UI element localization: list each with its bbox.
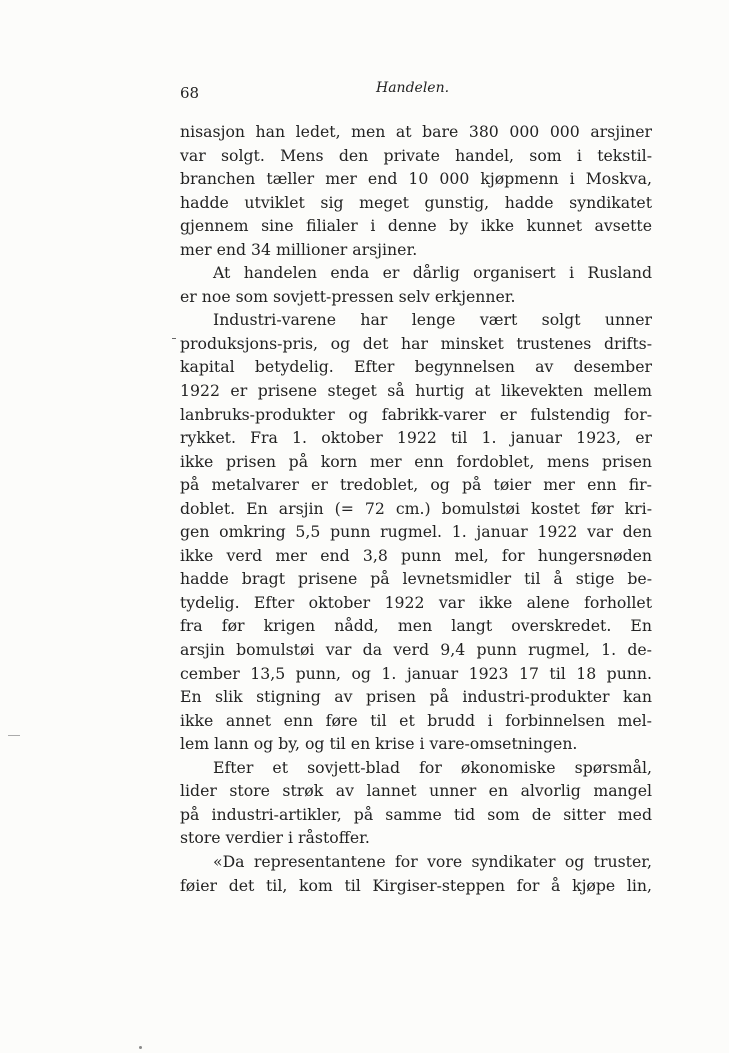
text-line: lider store strøk av lannet unner en alvorlig mangel bbox=[180, 781, 652, 801]
paper-speck bbox=[139, 1046, 142, 1049]
text-line: branchen tæller mer end 10 000 kjøpmenn i Moskva, bbox=[180, 169, 652, 189]
text-line: lanbruks-produkter og fabrikk-varer er fulstendig for- bbox=[180, 404, 652, 424]
text-line: ikke annet enn føre til et brudd i forbinnelsen mel- bbox=[180, 710, 652, 730]
text-line: var solgt. Mens den private handel, som i tekstil- bbox=[180, 145, 652, 165]
text-line: Industri-varene har lenge vært solgt unner bbox=[213, 310, 652, 330]
text-line: arsjin bomulstøi var da verd 9,4 punn rugmel, 1. de- bbox=[180, 640, 652, 660]
text-line: hadde bragt prisene på levnetsmidler til å stige be- bbox=[180, 569, 652, 589]
text-line: lem lann og by, og til en krise i vare-omsetningen. bbox=[180, 734, 578, 754]
text-line: tydelig. Efter oktober 1922 var ikke alene forhollet bbox=[180, 592, 652, 612]
text-line: At handelen enda er dårlig organisert i Rusland bbox=[213, 263, 652, 283]
text-line: Efter et sovjett-blad for økonomiske spørsmål, bbox=[213, 757, 652, 777]
text-line: ikke verd mer end 3,8 punn mel, for hungersnøden bbox=[180, 545, 652, 565]
text-line: kapital betydelig. Efter begynnelsen av desember bbox=[180, 357, 652, 377]
text-line: fra før krigen nådd, men langt overskredet. En bbox=[180, 616, 652, 636]
text-line: nisasjon han ledet, men at bare 380 000 000 arsjiner bbox=[180, 122, 652, 141]
text-line: cember 13,5 punn, og 1. januar 1923 17 til 18 punn. bbox=[180, 663, 652, 683]
edge-mark bbox=[8, 735, 20, 736]
text-line: på industri-artikler, på samme tid som de sitter med bbox=[180, 804, 652, 824]
body-text bbox=[180, 120, 652, 897]
page-header bbox=[180, 78, 640, 102]
text-line: store verdier i råstoffer. bbox=[180, 828, 370, 848]
text-line: 1922 er prisene steget så hurtig at likevekten mellem bbox=[180, 381, 652, 401]
text-line: rykket. Fra 1. oktober 1922 til 1. januar 1923, er bbox=[180, 428, 652, 448]
text-line: gen omkring 5,5 punn rugmel. 1. januar 1922 var den bbox=[180, 522, 652, 542]
text-line: En slik stigning av prisen på industri-produkter kan bbox=[180, 687, 652, 707]
text-line: hadde utviklet sig meget gunstig, hadde syndikatet bbox=[180, 192, 652, 212]
running-title: Handelen. bbox=[376, 80, 450, 96]
text-line: gjennem sine filialer i denne by ikke kunnet avsette bbox=[180, 216, 652, 236]
text-line: er noe som sovjett-pressen selv erkjenner. bbox=[180, 286, 516, 306]
margin-mark bbox=[172, 338, 176, 339]
text-line: mer end 34 millioner arsjiner. bbox=[180, 239, 418, 259]
text-line: ikke prisen på korn mer enn fordoblet, mens prisen bbox=[180, 451, 652, 471]
text-line: doblet. En arsjin (= 72 cm.) bomulstøi kostet før kri- bbox=[180, 498, 652, 518]
text-line: produksjons-pris, og det har minsket trustenes drifts- bbox=[180, 333, 652, 353]
text-line: «Da representantene for vore syndikater og truster, bbox=[213, 851, 652, 871]
text-line: på metalvarer er tredoblet, og på tøier mer enn fir- bbox=[180, 475, 652, 495]
page-number: 68 bbox=[180, 84, 200, 102]
text-line: føier det til, kom til Kirgiser-steppen for å kjøpe lin, bbox=[180, 875, 652, 895]
